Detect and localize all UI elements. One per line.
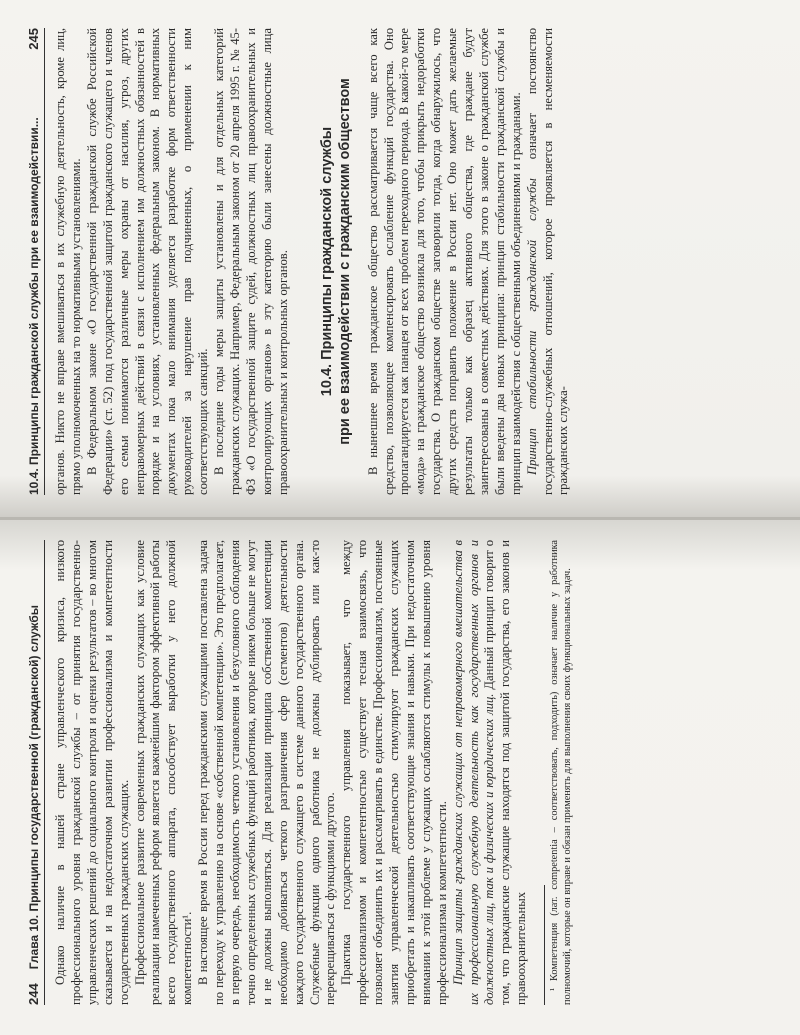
page-number-left: 244 xyxy=(26,983,41,1005)
paragraph: В Федеральном законе «О государственной гражданской службе Российской Федерации» (ст. 52) под государственной защитой гражданского служащего и членов его семьи понимаются различные меры охраны от насилия, угроз, других неправомерных действий в связи с исполнением им должностных обязанностей в порядке и на условиях, установленных федеральным законом. В нормативных документах пока мало внимания уделяется разработке форм ответственности руководителей за нарушение прав подчиненных, о применении к ним соответствующих санкций. xyxy=(84,28,211,495)
right-page xyxy=(0,0,800,517)
page-number-right: 245 xyxy=(26,28,41,50)
section-heading xyxy=(318,28,354,495)
paragraph: Практика государственного управления показывает, что между профессионализмом и компетентностью существует тесная взаимосвязь, что позволяет объединить их и рассматривать в единстве. Профессионализм, постоянные занятия управленческой деятельностью стимулируют гражданских служащих приобретать и накапливать соответствующие знания и навыки. При недостаточном внимании к этой проблеме у служащих ослабляются стимулы к повышению уровня профессионализма и компетентности. xyxy=(339,540,449,1005)
section-running-title: 10.4. Принципы гражданской службы при ее взаимодействии... xyxy=(27,117,41,495)
section-heading-line1: 10.4. Принципы гражданской службы xyxy=(318,126,335,397)
stability-rest: означает постоянство государственно-служебных отношений, которое проявляется в несменяемости гражданских служа- xyxy=(524,28,571,495)
paragraph: Однако наличие в нашей стране управленческого кризиса, низкого профессионального уровня гражданской службы – от принятия государственно-управленческих решений до социального контроля и оценки результатов – во многом сказывается и на недостаточном развитии профессионализма и компетентности государственных гражданских служащих. xyxy=(53,540,131,1005)
running-head-left xyxy=(26,540,45,1005)
principle-italic: Принцип защиты гражданских служащих от неправомерного вмешательства в их профессиональную служебную деятельность как государственных органов и должностных лиц, так и физических и юридических лиц. xyxy=(450,540,497,1005)
footnote-rule xyxy=(544,885,545,1005)
paragraph: В настоящее время в России перед гражданскими служащими поставлена задача по переходу к управлению на основе «собственной компетенции». Это предполагает, в первую очередь, необходимость четкого установления и безусловного соблюдения точно определенных служебных функций работника, которые никем больше не могут и не должны выполняться. Для реализации принципа собственной компетенции необходимо добиваться четкого разграничения сфер (сегментов) деятельности каждого государственного служащего в системе данного государственного органа. Служебные функции одного работника не должны дублировать или как-то перекрещиваться с функциями другого. xyxy=(196,540,338,1005)
paragraph: В нынешнее время гражданское общество рассматривается чаще всего как средство, позволяющее компенсировать ослабление функций государства. Оно пропагандируется как панацея от всех проблем переходного периода. В какой-то мере «мода» на гражданское общество возникла для того, чтобы прикрыть недоработки государства. О гражданском обществе заговорили тогда, когда обнаружилось, что других средств поправить положение в России нет. Оно может дать желаемые результаты только как образец активного общества, где граждане будут заинтересованы в совместных действиях. Для этого в законе о гражданской службе были введены два новых принципа: принцип стабильности гражданской службы и принцип взаимодействия с общественными объединениями и гражданами. xyxy=(365,28,523,495)
stability-italic: Принцип стабильности гражданской службы xyxy=(524,178,539,475)
running-head-right xyxy=(26,28,45,495)
stability-paragraph xyxy=(525,28,573,495)
chapter-title: Глава 10. Принципы государственной (гражданской) службы xyxy=(27,604,41,970)
footnote: ¹ Компетенция (лат. competentia – соответствовать, подходить) означает наличие у работника полномочий, которые он вправе и обязан применять для выполнения своих функциональных задач. xyxy=(549,540,573,1005)
section-heading-line2: при ее взаимодействии с гражданским обществом xyxy=(336,78,353,445)
principle-rest: Данный принцип говорит о том, что гражданские служащие находятся под защитой государства, его законов и правоохранительных xyxy=(482,540,529,1005)
paragraph: В последние годы меры защиты установлены и для отдельных категорий гражданских служащих. Например, Федеральным законом от 20 апреля 1995 г. № 45-ФЗ «О государственной защите судей, должностных лиц правоохранительных и контролирующих органов» в эту категорию были занесены должностные лица правоохранительных и контрольных органов. xyxy=(212,28,290,495)
paragraph: органов. Никто не вправе вмешиваться в их служебную деятельность, кроме лиц, прямо уполномоченных на то нормативными установлениями. xyxy=(53,28,83,495)
paragraph: Профессиональное развитие современных гражданских служащих как условие реализации намеченных реформ является важнейшим фактором эффективной работы всего государственного аппарата, способствует выработки у него должной компетентности¹. xyxy=(132,540,195,1005)
principle-paragraph xyxy=(451,540,531,1005)
left-page xyxy=(0,518,800,1035)
